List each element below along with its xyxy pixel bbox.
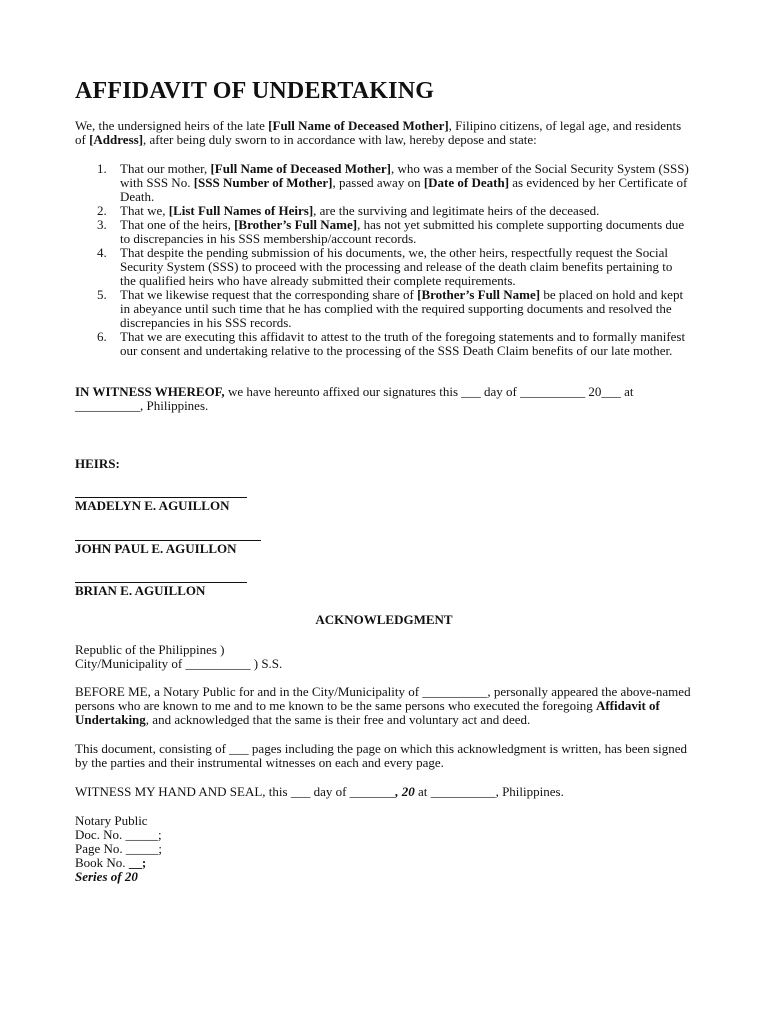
witness-text: we have hereunto affixed our signatures this ___ day of __________ 20___ at __________, Philippines. xyxy=(75,384,634,413)
item-text: , who was a member of the Social Security System (SSS) with SSS No. xyxy=(120,161,689,190)
series-text: Series of 20 xyxy=(75,869,138,884)
intro-paragraph xyxy=(75,119,691,147)
document-pages-paragraph: This document, consisting of ___ pages including the page on which this acknowledgment is written, has been signed by the parties and their instrumental witnesses on each and every page. xyxy=(75,741,687,770)
affidavit-name: Affidavit of Undertaking xyxy=(75,698,660,727)
item-number: 5. xyxy=(97,287,107,302)
statement-list xyxy=(75,162,691,358)
item-text: That despite the pending submission of his documents, we, the other heirs, respectfully request the Social Security System (SSS) to proceed with the processing and release of the death claim benefits pertaining to the qualified heirs who have already submitted their complete requirements. xyxy=(120,245,673,288)
item-number: 4. xyxy=(97,245,107,260)
statement-item xyxy=(75,330,691,358)
venue-city: City/Municipality of __________ ) S.S. xyxy=(75,656,283,671)
item-text: That we are executing this affidavit to attest to the truth of the foregoing statements and to formally manifest our consent and undertaking relative to the processing of the SSS Death Claim benefits of our late mother. xyxy=(120,329,686,358)
item-text: , are the surviving and legitimate heirs of the deceased. xyxy=(313,203,600,218)
intro-text: , after being duly sworn to in accordance with law, hereby depose and state: xyxy=(143,132,537,147)
date-of-death-placeholder: [Date of Death] xyxy=(423,175,510,190)
statement-item xyxy=(75,204,691,218)
doc-number-line xyxy=(75,828,691,842)
venue-republic: Republic of the Philippines ) xyxy=(75,642,225,657)
book-number-line xyxy=(75,856,691,870)
before-me-text: , and acknowledged that the same is their free and voluntary act and deed. xyxy=(145,712,531,727)
deceased-name-placeholder: [Full Name of Deceased Mother] xyxy=(268,118,449,133)
document-title: AFFIDAVIT OF UNDERTAKING xyxy=(75,78,435,104)
address-placeholder: [Address] xyxy=(89,132,144,147)
statement-item xyxy=(75,246,691,288)
sss-number-placeholder: [SSS Number of Mother] xyxy=(193,175,333,190)
intro-text: , Filipino citizens, of legal age, and residents of xyxy=(75,118,682,147)
item-text: , passed away on xyxy=(332,175,424,190)
acknowledgment-heading: ACKNOWLEDGMENT xyxy=(315,612,453,627)
heirs-label: HEIRS: xyxy=(75,456,120,471)
heir-name: MADELYN E. AGUILLON xyxy=(75,498,230,513)
before-me-text: BEFORE ME, a Notary Public for and in the City/Municipality of __________, personally appeared the above-named persons who are known to me and to me known to be the same persons who executed the foregoing xyxy=(75,684,691,713)
seal-year: , 20 xyxy=(395,784,415,799)
item-text: That one of the heirs, xyxy=(120,217,235,232)
doc-number-end: ; xyxy=(158,827,162,842)
brother-name-placeholder: [Brother’s Full Name] xyxy=(234,217,358,232)
item-text: That we, xyxy=(120,203,169,218)
seal-text: at __________, Philippines. xyxy=(414,784,564,799)
venue-block xyxy=(75,643,691,671)
series-line xyxy=(75,870,691,884)
page-number-label: Page No. xyxy=(75,841,126,856)
before-me-paragraph xyxy=(75,685,691,727)
book-number-label: Book No. xyxy=(75,855,129,870)
heirs-names-placeholder: [List Full Names of Heirs] xyxy=(168,203,314,218)
item-number: 3. xyxy=(97,217,107,232)
page-number-blank: _____ xyxy=(125,841,159,856)
notary-block xyxy=(75,814,691,884)
witness-lead: IN WITNESS WHEREOF, xyxy=(75,384,225,399)
deceased-name-placeholder: [Full Name of Deceased Mother] xyxy=(210,161,391,176)
item-text: That we likewise request that the corresponding share of xyxy=(120,287,418,302)
doc-number-label: Doc. No. xyxy=(75,827,126,842)
notary-title: Notary Public xyxy=(75,813,148,828)
item-number: 2. xyxy=(97,203,107,218)
heir-name: JOHN PAUL E. AGUILLON xyxy=(75,541,237,556)
witness-paragraph xyxy=(75,385,691,413)
item-number: 1. xyxy=(97,161,107,176)
brother-name-placeholder: [Brother’s Full Name] xyxy=(417,287,541,302)
statement-item xyxy=(75,162,691,204)
intro-text: We, the undersigned heirs of the late xyxy=(75,118,269,133)
book-number-blank: __; xyxy=(128,855,147,870)
statement-item xyxy=(75,288,691,330)
seal-text: WITNESS MY HAND AND SEAL, this ___ day of _______ xyxy=(75,784,396,799)
heir-name: BRIAN E. AGUILLON xyxy=(75,583,206,598)
item-text: , has not yet submitted his complete supporting documents due to discrepancies in his SSS membership/account records. xyxy=(120,217,685,246)
item-text: That our mother, xyxy=(120,161,211,176)
statement-item xyxy=(75,218,691,246)
page-number-line xyxy=(75,842,691,856)
item-number: 6. xyxy=(97,329,107,344)
hand-and-seal-paragraph xyxy=(75,785,691,799)
item-text: as evidenced by her Certificate of Death. xyxy=(120,175,688,204)
page-number-end: ; xyxy=(158,841,163,856)
doc-number-blank: _____ xyxy=(125,827,159,842)
item-text: be placed on hold and kept in abeyance until such time that he has complied with the required supporting documents and resolved the discrepancies in his SSS records. xyxy=(120,287,684,330)
